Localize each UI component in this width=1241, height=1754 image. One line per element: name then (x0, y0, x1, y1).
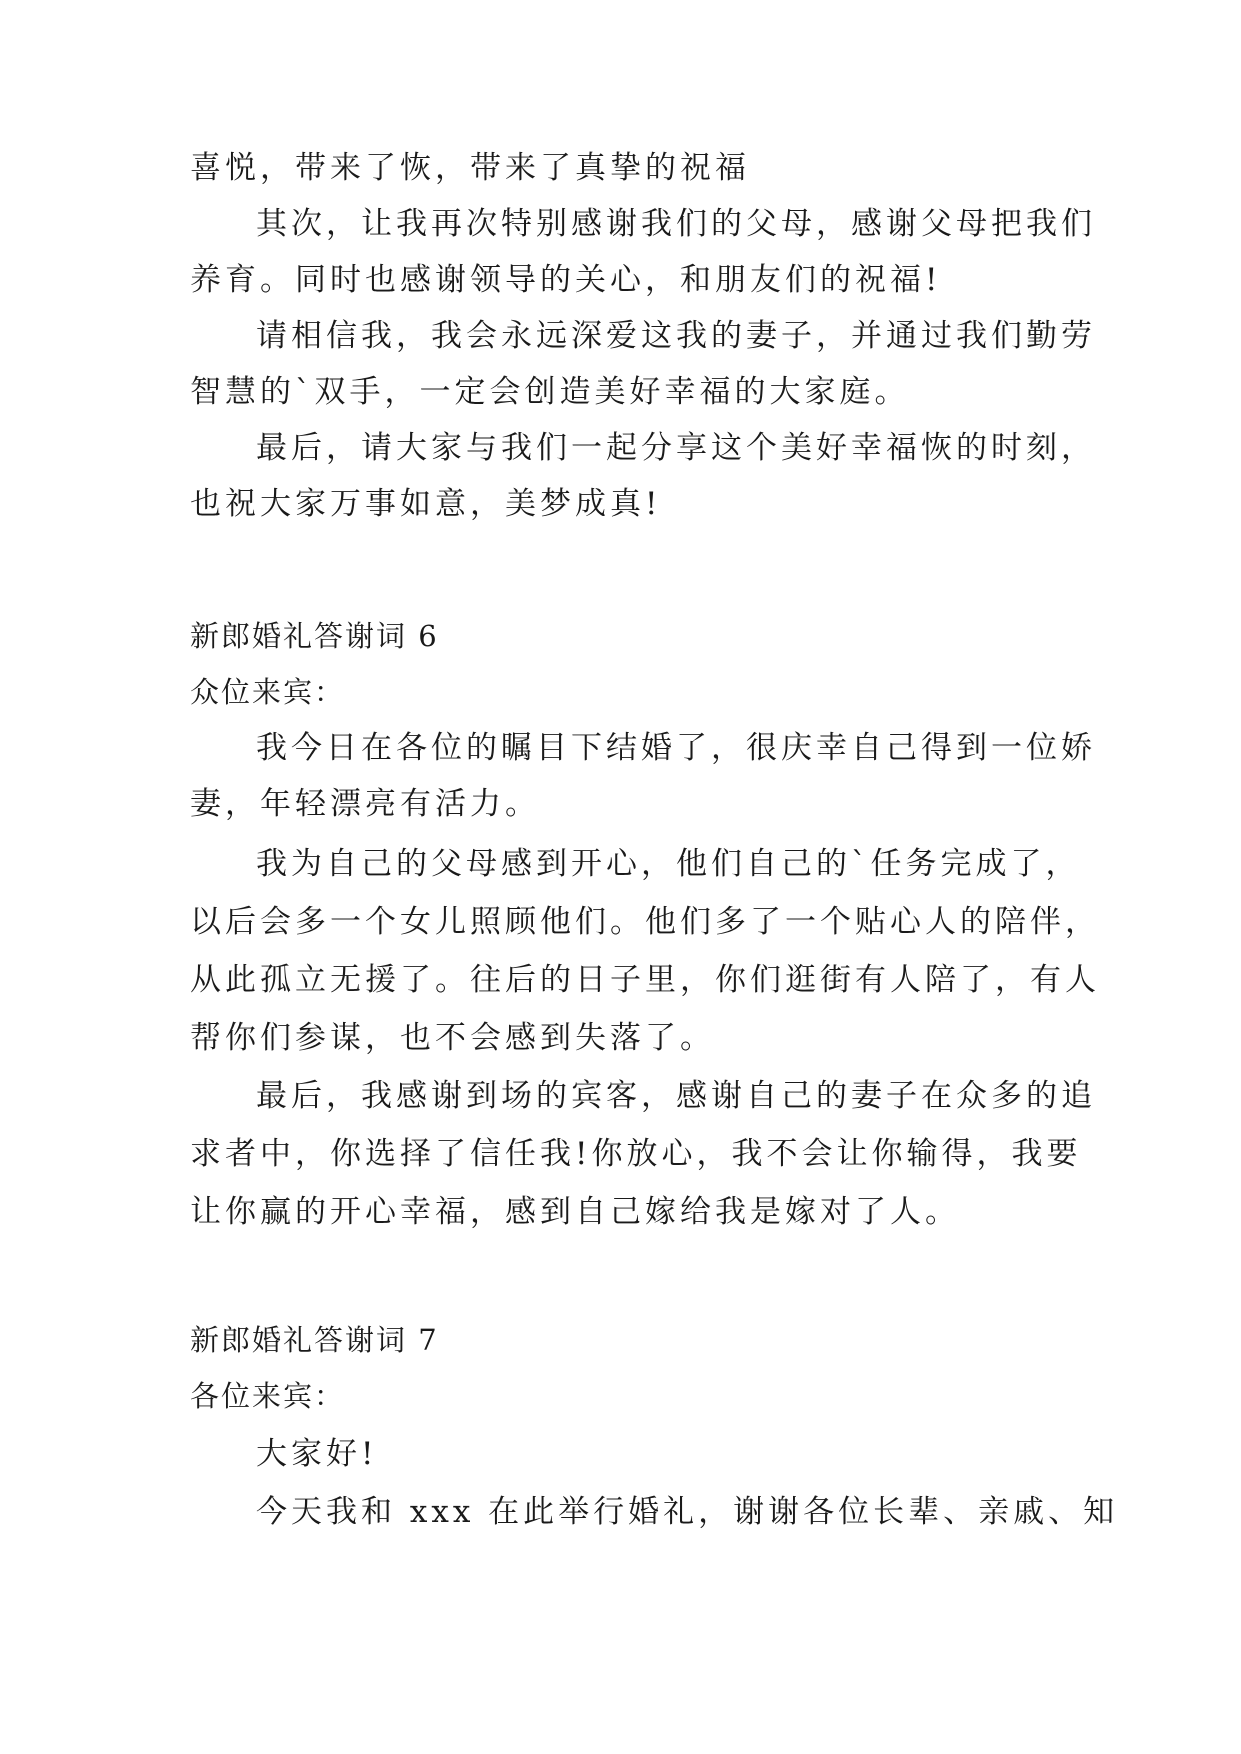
paragraph-line: 让你赢的开心幸福，感到自己嫁给我是嫁对了人。 (190, 1194, 960, 1230)
salutation: 众位来宾： (190, 675, 346, 709)
paragraph-line: 请相信我，我会永远深爱这我的妻子，并通过我们勤劳 (256, 318, 1096, 354)
paragraph-line: 最后，我感谢到场的宾客，感谢自己的妻子在众多的追 (256, 1078, 1096, 1114)
paragraph-line: 喜悦，带来了恢，带来了真挚的祝福 (190, 150, 750, 186)
paragraph-line: 帮你们参谋，也不会感到失落了。 (190, 1020, 715, 1056)
salutation: 各位来宾： (190, 1379, 346, 1413)
paragraph-line: 妻，年轻漂亮有活力。 (190, 786, 540, 822)
paragraph-line: 其次，让我再次特别感谢我们的父母，感谢父母把我们 (256, 206, 1096, 242)
paragraph-line: 我为自己的父母感到开心，他们自己的`任务完成了， (256, 846, 1081, 882)
paragraph-line: 我今日在各位的瞩目下结婚了，很庆幸自己得到一位娇 (256, 730, 1096, 766)
paragraph-line: 大家好! (256, 1436, 378, 1472)
paragraph-line: 以后会多一个女儿照顾他们。他们多了一个贴心人的陪伴， (190, 904, 1100, 940)
paragraph-line: 也祝大家万事如意，美梦成真! (190, 486, 662, 522)
section-heading: 新郎婚礼答谢词 7 (190, 1323, 439, 1357)
paragraph-line: 今天我和 xxx 在此举行婚礼，谢谢各位长辈、亲戚、知 (256, 1494, 1119, 1530)
paragraph-line: 最后，请大家与我们一起分享这个美好幸福恢的时刻， (256, 430, 1096, 466)
section-heading: 新郎婚礼答谢词 6 (190, 619, 439, 653)
paragraph-line: 养育。同时也感谢领导的关心，和朋友们的祝福! (190, 262, 942, 298)
paragraph-line: 从此孤立无援了。往后的日子里，你们逛街有人陪了，有人 (190, 962, 1100, 998)
paragraph-line: 求者中，你选择了信任我!你放心，我不会让你输得，我要 (190, 1136, 1082, 1172)
paragraph-line: 智慧的`双手，一定会创造美好幸福的大家庭。 (190, 374, 910, 410)
